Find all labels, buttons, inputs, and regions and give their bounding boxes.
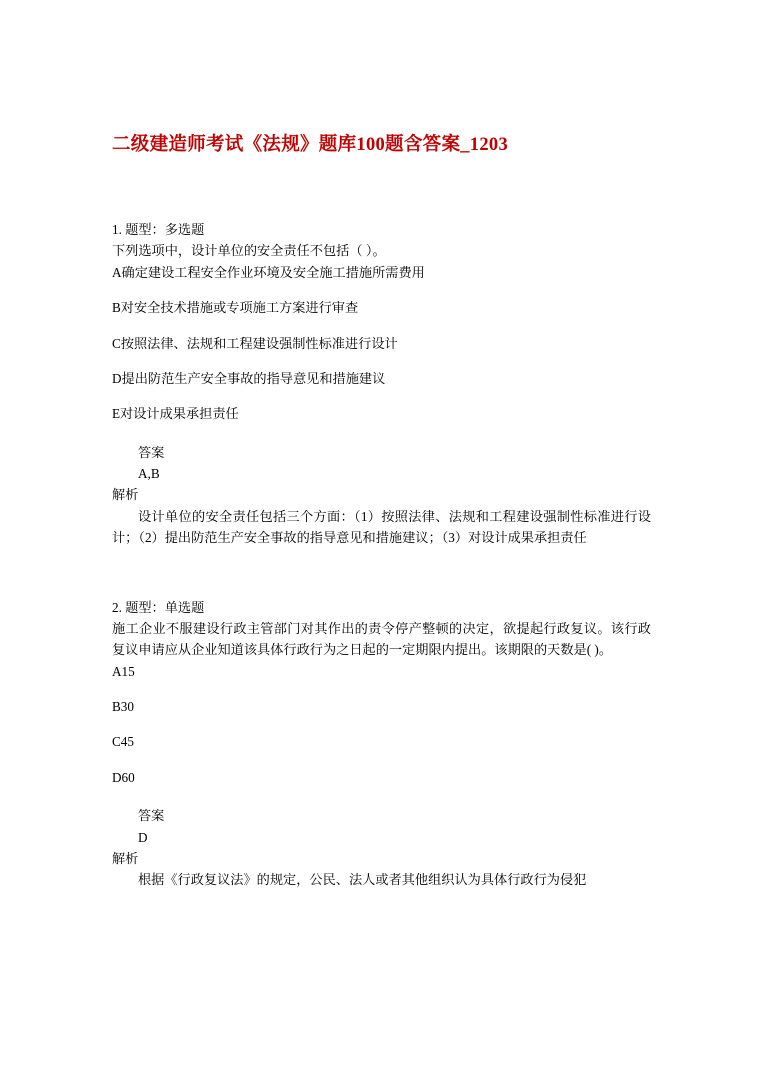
option-b: B对安全技术措施或专项施工方案进行审查 <box>112 300 359 316</box>
option-e: E对设计成果承担责任 <box>112 406 239 422</box>
option-b: B30 <box>112 699 134 715</box>
question-block <box>112 597 651 891</box>
page-title: 二级建造师考试《法规》题库100题含答案_1203 <box>112 135 509 155</box>
explanation-label: 解析 <box>112 487 139 503</box>
question-separator <box>112 549 651 597</box>
explanation-label: 解析 <box>112 850 139 866</box>
answer-value: D <box>138 829 148 845</box>
option-d: D60 <box>112 769 135 785</box>
question-number: 1. 题型：多选题 <box>112 222 205 238</box>
option-c: C按照法律、法规和工程建设强制性标准进行设计 <box>112 335 398 351</box>
answer-value: A,B <box>138 466 160 482</box>
option-a: A确定建设工程安全作业环境及安全施工措施所需费用 <box>112 264 425 280</box>
answer-label: 答案 <box>138 808 165 824</box>
question-number: 2. 题型：单选题 <box>112 599 205 615</box>
question-stem: 施工企业不服建设行政主管部门对其作出的责令停产整顿的决定，欲提起行政复议。该行政复议申请应从企业知道该具体行政行为之日起的一定期限内提出。该期限的天数是( )。 <box>112 620 651 658</box>
document-content <box>112 219 651 891</box>
question-stem: 下列选项中，设计单位的安全责任不包括（ ）。 <box>112 243 386 259</box>
option-c: C45 <box>112 734 134 750</box>
explanation-text: 设计单位的安全责任包括三个方面：（1）按照法律、法规和工程建设强制性标准进行设计；（2）提出防范生产安全事故的指导意见和措施建议；（3）对设计成果承担责任 <box>112 508 651 546</box>
answer-label: 答案 <box>138 444 165 460</box>
option-d: D提出防范生产安全事故的指导意见和措施建议 <box>112 370 386 386</box>
explanation-text: 根据《行政复议法》的规定，公民、法人或者其他组织认为具体行政行为侵犯 <box>138 872 587 888</box>
question-block <box>112 219 651 549</box>
option-a: A15 <box>112 663 135 679</box>
